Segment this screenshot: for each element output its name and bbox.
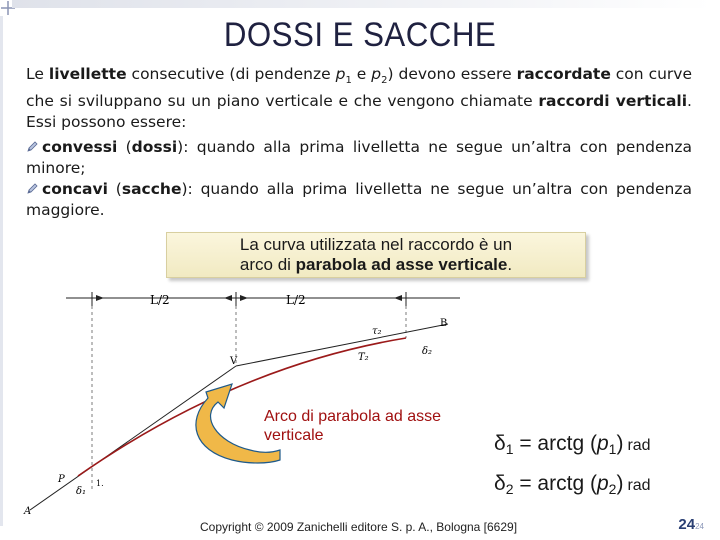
pencil-bullet-icon bbox=[26, 183, 38, 195]
label-l2: L/2 bbox=[286, 293, 306, 307]
label-p: P bbox=[58, 474, 65, 485]
bullet-convessi: convessi (dossi): quando alla prima livelletta ne segue un’altra con pendenza minore; bbox=[26, 138, 692, 177]
bullet-concavi: concavi (sacche): quando alla prima livelletta ne segue un’altra con pendenza maggiore. bbox=[26, 180, 692, 219]
side-bar bbox=[0, 16, 3, 526]
bullet-list bbox=[26, 137, 692, 221]
arc-label: Arco di parabola ad asse verticale bbox=[264, 408, 441, 444]
term-livellette: livellette bbox=[48, 65, 127, 83]
vertical-curve-diagram bbox=[18, 284, 478, 520]
page-number: 2424 bbox=[678, 516, 704, 533]
label-a: A bbox=[24, 506, 32, 517]
formula-delta1: $\delta_1$ = arctg $(p_1)$ rad bbox=[494, 432, 651, 457]
intro-paragraph: Le livellette consecutive (di pendenze $p_1$ e $p_2$) devono essere raccordate con curve che si sviluppano su un piano verticale e che vengono chiamate raccordi verticali. Essi possono essere: bbox=[26, 65, 693, 132]
label-delta1: δ₁ bbox=[76, 486, 87, 497]
slide-title: DOSSI E SACCHE bbox=[223, 16, 497, 54]
term-raccordi-verticali: raccordi verticali bbox=[538, 92, 688, 111]
copyright-footer: Copyright © 2009 Zanichelli editore S. p. A., Bologna [6629] bbox=[200, 520, 518, 534]
term-raccordate: raccordate bbox=[516, 65, 611, 83]
callout-box: La curva utilizzata nel raccordo è un arco di parabola ad asse verticale. bbox=[166, 232, 586, 278]
label-t2: T₂ bbox=[358, 352, 369, 363]
formula-delta2: $\delta_2$ = arctg $(p_2)$ rad bbox=[494, 472, 651, 497]
label-b: B bbox=[440, 318, 448, 329]
label-delta2: δ₂ bbox=[422, 346, 433, 357]
grade-line-2 bbox=[236, 324, 448, 366]
header-bar bbox=[12, 0, 712, 8]
pencil-bullet-icon bbox=[26, 141, 38, 153]
label-tau2: τ₂ bbox=[372, 326, 382, 337]
label-v: V bbox=[230, 356, 238, 367]
label-i: 1. bbox=[96, 479, 104, 488]
label-l1: L/2 bbox=[150, 293, 170, 307]
